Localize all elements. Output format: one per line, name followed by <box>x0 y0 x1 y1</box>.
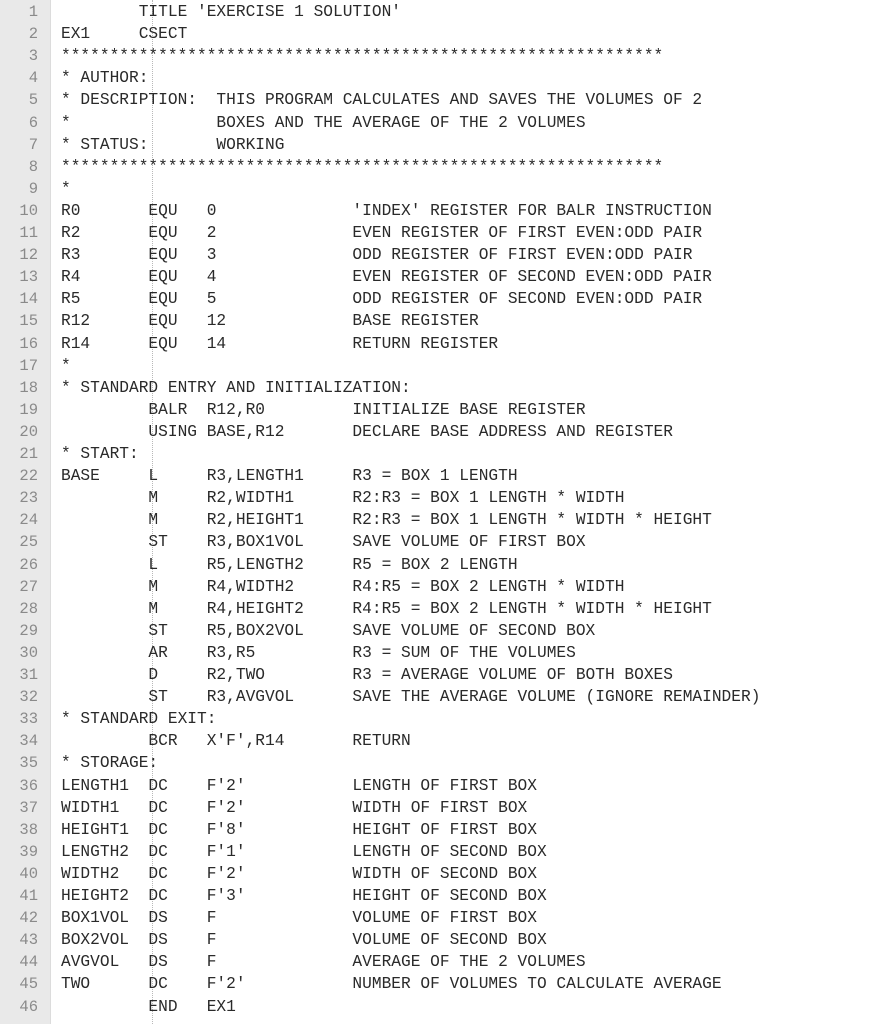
line-number: 2 <box>28 25 38 44</box>
line-number: 4 <box>28 69 38 88</box>
line-number: 35 <box>19 754 38 773</box>
code-text[interactable]: WIDTH1 DC F'2' WIDTH OF FIRST BOX <box>61 798 528 817</box>
line-number: 19 <box>19 400 38 419</box>
line-number: 20 <box>19 422 38 441</box>
line-number: 41 <box>19 887 38 905</box>
line-number: 6 <box>28 113 38 132</box>
line-number: 37 <box>19 798 38 817</box>
line-number: 40 <box>19 864 38 883</box>
code-line[interactable] <box>0 288 889 310</box>
code-line[interactable] <box>0 222 889 244</box>
line-number: 36 <box>19 776 38 795</box>
code-text[interactable]: M R2,WIDTH1 R2:R3 = BOX 1 LENGTH * WIDTH <box>61 489 625 508</box>
code-line[interactable] <box>0 708 889 730</box>
line-number: 28 <box>19 599 38 618</box>
code-text[interactable]: R5 EQU 5 ODD REGISTER OF SECOND EVEN:ODD PAIR <box>61 290 703 309</box>
line-number: 1 <box>28 3 38 21</box>
code-line[interactable] <box>0 797 889 819</box>
line-number: 12 <box>19 246 38 265</box>
code-line[interactable] <box>0 885 889 907</box>
code-line[interactable] <box>0 156 889 178</box>
code-line[interactable] <box>0 775 889 797</box>
code-line[interactable] <box>0 465 889 487</box>
code-text[interactable]: * STANDARD ENTRY AND INITIALIZATION: <box>61 378 411 397</box>
code-text[interactable]: D R2,TWO R3 = AVERAGE VOLUME OF BOTH BOXES <box>61 666 673 684</box>
code-text[interactable]: L R5,LENGTH2 R5 = BOX 2 LENGTH <box>61 555 518 574</box>
code-text[interactable]: * AUTHOR: <box>61 69 149 88</box>
code-text[interactable]: ST R3,BOX1VOL SAVE VOLUME OF FIRST BOX <box>61 533 586 552</box>
line-number: 27 <box>19 577 38 596</box>
code-text[interactable]: * STATUS: WORKING <box>61 135 285 154</box>
code-line[interactable] <box>0 996 889 1018</box>
code-text[interactable]: ST R3,AVGVOL SAVE THE AVERAGE VOLUME (IGNORE REMAINDER) <box>61 688 761 707</box>
code-text[interactable]: BASE L R3,LENGTH1 R3 = BOX 1 LENGTH <box>61 467 518 486</box>
code-text[interactable]: * START: <box>61 445 139 463</box>
code-text[interactable]: R2 EQU 2 EVEN REGISTER OF FIRST EVEN:ODD PAIR <box>61 224 703 242</box>
line-number: 33 <box>19 710 38 729</box>
line-number: 39 <box>19 842 38 861</box>
line-number: 22 <box>19 467 38 486</box>
code-line[interactable] <box>0 973 889 995</box>
line-number: 26 <box>19 555 38 574</box>
code-text[interactable]: AR R3,R5 R3 = SUM OF THE VOLUMES <box>61 643 576 662</box>
code-line[interactable] <box>0 531 889 553</box>
code-line[interactable] <box>0 178 889 200</box>
code-text[interactable]: HEIGHT1 DC F'8' HEIGHT OF FIRST BOX <box>61 820 537 839</box>
code-text[interactable]: R3 EQU 3 ODD REGISTER OF FIRST EVEN:ODD PAIR <box>61 246 693 265</box>
code-line[interactable] <box>0 664 889 686</box>
code-text[interactable]: * STANDARD EXIT: <box>61 710 217 729</box>
code-line[interactable] <box>0 620 889 642</box>
code-line[interactable] <box>0 598 889 620</box>
code-text[interactable]: R12 EQU 12 BASE REGISTER <box>61 312 479 331</box>
code-text[interactable]: ************************************************************** <box>61 157 664 176</box>
line-number: 42 <box>19 909 38 928</box>
code-text[interactable]: TITLE 'EXERCISE 1 SOLUTION' <box>61 3 401 21</box>
line-number: 3 <box>28 47 38 66</box>
code-text[interactable]: M R4,WIDTH2 R4:R5 = BOX 2 LENGTH * WIDTH <box>61 577 625 596</box>
code-text[interactable]: WIDTH2 DC F'2' WIDTH OF SECOND BOX <box>61 864 537 883</box>
code-line[interactable] <box>0 45 889 67</box>
code-text[interactable]: EX1 CSECT <box>61 25 188 44</box>
code-line[interactable] <box>0 134 889 156</box>
code-line[interactable] <box>0 929 889 951</box>
code-text[interactable]: R4 EQU 4 EVEN REGISTER OF SECOND EVEN:ODD PAIR <box>61 268 712 287</box>
code-line[interactable] <box>0 841 889 863</box>
code-text[interactable]: * STORAGE: <box>61 754 159 773</box>
code-line[interactable] <box>0 819 889 841</box>
code-line[interactable] <box>0 89 889 111</box>
line-number: 10 <box>19 201 38 220</box>
line-number: 8 <box>28 157 38 176</box>
code-text[interactable]: LENGTH1 DC F'2' LENGTH OF FIRST BOX <box>61 776 537 795</box>
code-line[interactable] <box>0 23 889 45</box>
code-text[interactable]: R0 EQU 0 'INDEX' REGISTER FOR BALR INSTRUCTION <box>61 201 712 220</box>
line-number: 5 <box>28 91 38 110</box>
code-line[interactable] <box>0 355 889 377</box>
code-text[interactable]: END EX1 <box>61 997 236 1016</box>
code-line[interactable] <box>0 554 889 576</box>
line-number: 30 <box>19 643 38 662</box>
line-number: 13 <box>19 268 38 287</box>
code-line[interactable] <box>0 863 889 885</box>
line-number: 23 <box>19 489 38 508</box>
line-number: 29 <box>19 621 38 640</box>
code-text[interactable]: USING BASE,R12 DECLARE BASE ADDRESS AND REGISTER <box>61 422 673 441</box>
line-number: 15 <box>19 312 38 331</box>
code-line[interactable] <box>0 752 889 774</box>
code-text[interactable]: AVGVOL DS F AVERAGE OF THE 2 VOLUMES <box>61 953 586 972</box>
line-number: 18 <box>19 378 38 397</box>
code-line[interactable] <box>0 200 889 222</box>
code-text[interactable]: * <box>61 179 71 198</box>
code-line[interactable] <box>0 266 889 288</box>
code-line[interactable] <box>0 487 889 509</box>
code-text[interactable]: R14 EQU 14 RETURN REGISTER <box>61 334 499 353</box>
code-text[interactable]: HEIGHT2 DC F'3' HEIGHT OF SECOND BOX <box>61 887 547 905</box>
code-text[interactable]: LENGTH2 DC F'1' LENGTH OF SECOND BOX <box>61 842 547 861</box>
code-line[interactable] <box>0 730 889 752</box>
code-line[interactable] <box>0 642 889 664</box>
line-number: 34 <box>19 732 38 751</box>
line-number: 17 <box>19 356 38 375</box>
code-line[interactable] <box>0 333 889 355</box>
code-text[interactable]: ST R5,BOX2VOL SAVE VOLUME OF SECOND BOX <box>61 621 596 640</box>
line-number: 24 <box>19 511 38 530</box>
code-line[interactable] <box>0 310 889 332</box>
code-text[interactable]: M R4,HEIGHT2 R4:R5 = BOX 2 LENGTH * WIDTH * HEIGHT <box>61 599 712 618</box>
code-text[interactable]: * <box>61 356 71 375</box>
code-text[interactable]: * DESCRIPTION: THIS PROGRAM CALCULATES AND SAVES THE VOLUMES OF 2 <box>61 91 703 110</box>
code-line[interactable] <box>0 907 889 929</box>
line-number: 45 <box>19 975 38 994</box>
code-text[interactable]: BOX1VOL DS F VOLUME OF FIRST BOX <box>61 909 537 928</box>
code-text[interactable]: TWO DC F'2' NUMBER OF VOLUMES TO CALCULATE AVERAGE <box>61 975 722 994</box>
line-number: 32 <box>19 688 38 707</box>
code-line[interactable] <box>0 67 889 89</box>
code-line[interactable] <box>0 112 889 134</box>
line-number: 38 <box>19 820 38 839</box>
line-number: 21 <box>19 445 38 463</box>
line-number: 31 <box>19 666 38 684</box>
line-number: 14 <box>19 290 38 309</box>
code-line[interactable] <box>0 244 889 266</box>
line-number: 46 <box>19 997 38 1016</box>
code-text[interactable]: BOX2VOL DS F VOLUME OF SECOND BOX <box>61 931 547 950</box>
code-line[interactable] <box>0 421 889 443</box>
code-line[interactable] <box>0 686 889 708</box>
line-number: 16 <box>19 334 38 353</box>
code-line[interactable] <box>0 377 889 399</box>
line-number: 44 <box>19 953 38 972</box>
code-line[interactable] <box>0 1 889 23</box>
code-line[interactable] <box>0 576 889 598</box>
code-line[interactable] <box>0 399 889 421</box>
line-number: 7 <box>28 135 38 154</box>
line-number: 11 <box>19 224 38 242</box>
code-text[interactable]: * BOXES AND THE AVERAGE OF THE 2 VOLUMES <box>61 113 586 132</box>
code-text[interactable]: BCR X'F',R14 RETURN <box>61 732 411 751</box>
code-line[interactable] <box>0 951 889 973</box>
line-number: 25 <box>19 533 38 552</box>
line-number: 43 <box>19 931 38 950</box>
code-text[interactable]: ************************************************************** <box>61 47 664 66</box>
code-line[interactable] <box>0 509 889 531</box>
code-text[interactable]: M R2,HEIGHT1 R2:R3 = BOX 1 LENGTH * WIDTH * HEIGHT <box>61 511 712 530</box>
code-text[interactable]: BALR R12,R0 INITIALIZE BASE REGISTER <box>61 400 586 419</box>
line-number: 9 <box>28 179 38 198</box>
code-line[interactable] <box>0 443 889 465</box>
